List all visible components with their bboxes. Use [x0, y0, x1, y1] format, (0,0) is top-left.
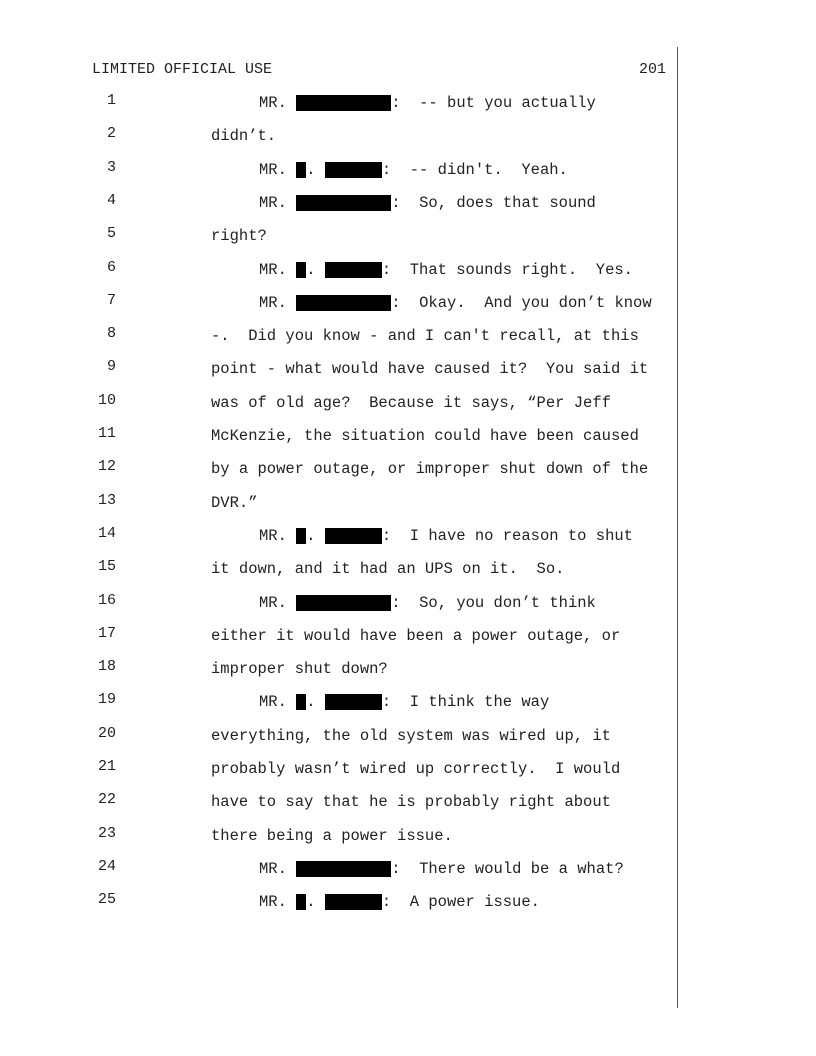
continuation-text: McKenzie, the situation could have been caused — [211, 427, 639, 445]
line-number: 17 — [97, 624, 116, 642]
line-number: 10 — [97, 391, 116, 409]
line-number: 7 — [106, 291, 116, 309]
utterance-text: I have no reason to shut — [409, 526, 633, 545]
transcript-line — [0, 292, 680, 316]
line-number: 12 — [97, 458, 116, 476]
speaker-turn — [259, 691, 549, 713]
page-number: 201 — [638, 61, 666, 78]
speaker-colon: : — [391, 193, 420, 212]
continuation-text: there being a power issue. — [211, 826, 453, 845]
speaker-title: MR. — [259, 260, 297, 279]
transcript-line — [0, 691, 680, 715]
line-number: 6 — [106, 258, 116, 276]
transcript-line — [0, 758, 680, 782]
speaker-colon: : — [391, 859, 420, 878]
utterance-text: -- but you actually — [419, 94, 596, 112]
continuation-text: right? — [211, 227, 267, 246]
utterance-text: There would be a what? — [419, 859, 624, 878]
line-number: 1 — [106, 92, 116, 109]
transcript-line — [0, 858, 680, 882]
speaker-colon: : — [381, 893, 410, 912]
line-number: 16 — [97, 591, 116, 609]
utterance-text: That sounds right. Yes. — [409, 260, 633, 279]
speaker-turn — [259, 891, 540, 913]
transcript-line — [0, 358, 680, 382]
transcript-line — [0, 592, 680, 616]
speaker-colon: : — [391, 593, 420, 612]
transcript-line — [0, 458, 680, 482]
redaction-bar — [296, 595, 391, 611]
continuation-text: either it would have been a power outage, or — [211, 626, 621, 645]
initial-dot: . — [306, 526, 325, 545]
line-number: 20 — [97, 724, 116, 742]
transcript-line — [0, 791, 680, 815]
transcript-line — [0, 891, 680, 915]
transcript-line — [0, 492, 680, 516]
speaker-title: MR. — [259, 526, 297, 545]
speaker-title: MR. — [259, 293, 297, 312]
speaker-colon: : — [381, 526, 410, 545]
transcript-line — [0, 225, 680, 249]
transcript-line — [0, 425, 680, 449]
utterance-text: -- didn't. Yeah. — [409, 160, 568, 179]
transcript-line — [0, 658, 680, 682]
line-number: 24 — [97, 857, 116, 875]
speaker-turn — [259, 858, 624, 880]
line-number: 25 — [97, 891, 116, 909]
line-number: 9 — [106, 358, 116, 376]
speaker-turn — [259, 292, 652, 314]
utterance-text: So, you don’t think — [419, 593, 596, 612]
initial-dot: . — [306, 693, 325, 712]
redaction-bar — [325, 528, 382, 544]
continuation-text: was of old age? Because it says, “Per Jeff — [211, 393, 611, 412]
transcript-line — [0, 125, 680, 149]
continuation-text: by a power outage, or improper shut down of the — [211, 460, 649, 479]
redaction-bar — [296, 262, 306, 278]
continuation-text: probably wasn’t wired up correctly. I would — [211, 760, 621, 778]
speaker-title: MR. — [259, 593, 297, 612]
redaction-bar — [325, 162, 382, 178]
redaction-bar — [296, 694, 306, 710]
redaction-bar — [325, 894, 382, 910]
speaker-colon: : — [381, 160, 410, 179]
speaker-title: MR. — [259, 893, 297, 912]
continuation-text: didn’t. — [211, 127, 277, 146]
redaction-bar — [296, 162, 306, 178]
utterance-text: Okay. And you don’t know — [419, 293, 652, 312]
redaction-bar — [296, 861, 391, 877]
line-number: 21 — [97, 758, 116, 775]
transcript-line — [0, 558, 680, 582]
speaker-title: MR. — [259, 193, 297, 212]
speaker-turn — [259, 92, 596, 114]
redaction-bar — [325, 262, 382, 278]
transcript-line — [0, 192, 680, 216]
utterance-text: So, does that sound — [419, 193, 596, 212]
line-number: 19 — [97, 691, 116, 709]
line-number: 23 — [97, 824, 116, 842]
redaction-bar — [296, 195, 391, 211]
transcript-line — [0, 625, 680, 649]
line-number: 18 — [97, 658, 116, 676]
line-number: 22 — [97, 791, 116, 809]
continuation-text: -. Did you know - and I can't recall, at this — [211, 327, 639, 346]
speaker-title: MR. — [259, 693, 297, 712]
line-number: 14 — [97, 524, 116, 542]
redaction-bar — [296, 528, 306, 544]
speaker-colon: : — [391, 293, 420, 312]
speaker-colon: : — [391, 94, 420, 112]
redaction-bar — [325, 694, 382, 710]
transcript-line — [0, 392, 680, 416]
line-number: 13 — [97, 491, 116, 509]
transcript-line — [0, 259, 680, 283]
continuation-text: DVR.” — [211, 493, 258, 512]
transcript-line — [0, 159, 680, 183]
initial-dot: . — [306, 893, 325, 912]
redaction-bar — [296, 295, 391, 311]
continuation-text: improper shut down? — [211, 660, 388, 679]
transcript-line — [0, 92, 680, 116]
speaker-title: MR. — [259, 160, 297, 179]
speaker-turn — [259, 592, 596, 614]
transcript-line — [0, 525, 680, 549]
classification-header: LIMITED OFFICIAL USE — [92, 61, 273, 78]
initial-dot: . — [306, 260, 325, 279]
speaker-colon: : — [381, 693, 410, 712]
speaker-title: MR. — [259, 859, 297, 878]
line-number: 4 — [106, 191, 116, 209]
redaction-bar — [296, 894, 306, 910]
line-number: 15 — [97, 558, 116, 576]
speaker-colon: : — [381, 260, 410, 279]
redaction-bar — [296, 95, 391, 111]
transcript-line — [0, 725, 680, 749]
transcript-line — [0, 325, 680, 349]
line-number: 11 — [97, 425, 116, 442]
continuation-text: have to say that he is probably right about — [211, 793, 611, 812]
speaker-turn — [259, 525, 633, 547]
line-number: 3 — [106, 158, 116, 176]
speaker-title: MR. — [259, 94, 297, 112]
utterance-text: I think the way — [409, 693, 550, 712]
initial-dot: . — [306, 160, 325, 179]
line-number: 2 — [106, 125, 116, 143]
speaker-turn — [259, 259, 633, 281]
speaker-turn — [259, 159, 568, 181]
continuation-text: it down, and it had an UPS on it. So. — [211, 560, 565, 579]
speaker-turn — [259, 192, 596, 214]
utterance-text: A power issue. — [409, 893, 540, 912]
line-number: 8 — [106, 325, 116, 343]
continuation-text: point - what would have caused it? You said it — [211, 360, 649, 379]
line-number: 5 — [106, 225, 116, 243]
transcript-line — [0, 825, 680, 849]
continuation-text: everything, the old system was wired up, it — [211, 726, 611, 745]
